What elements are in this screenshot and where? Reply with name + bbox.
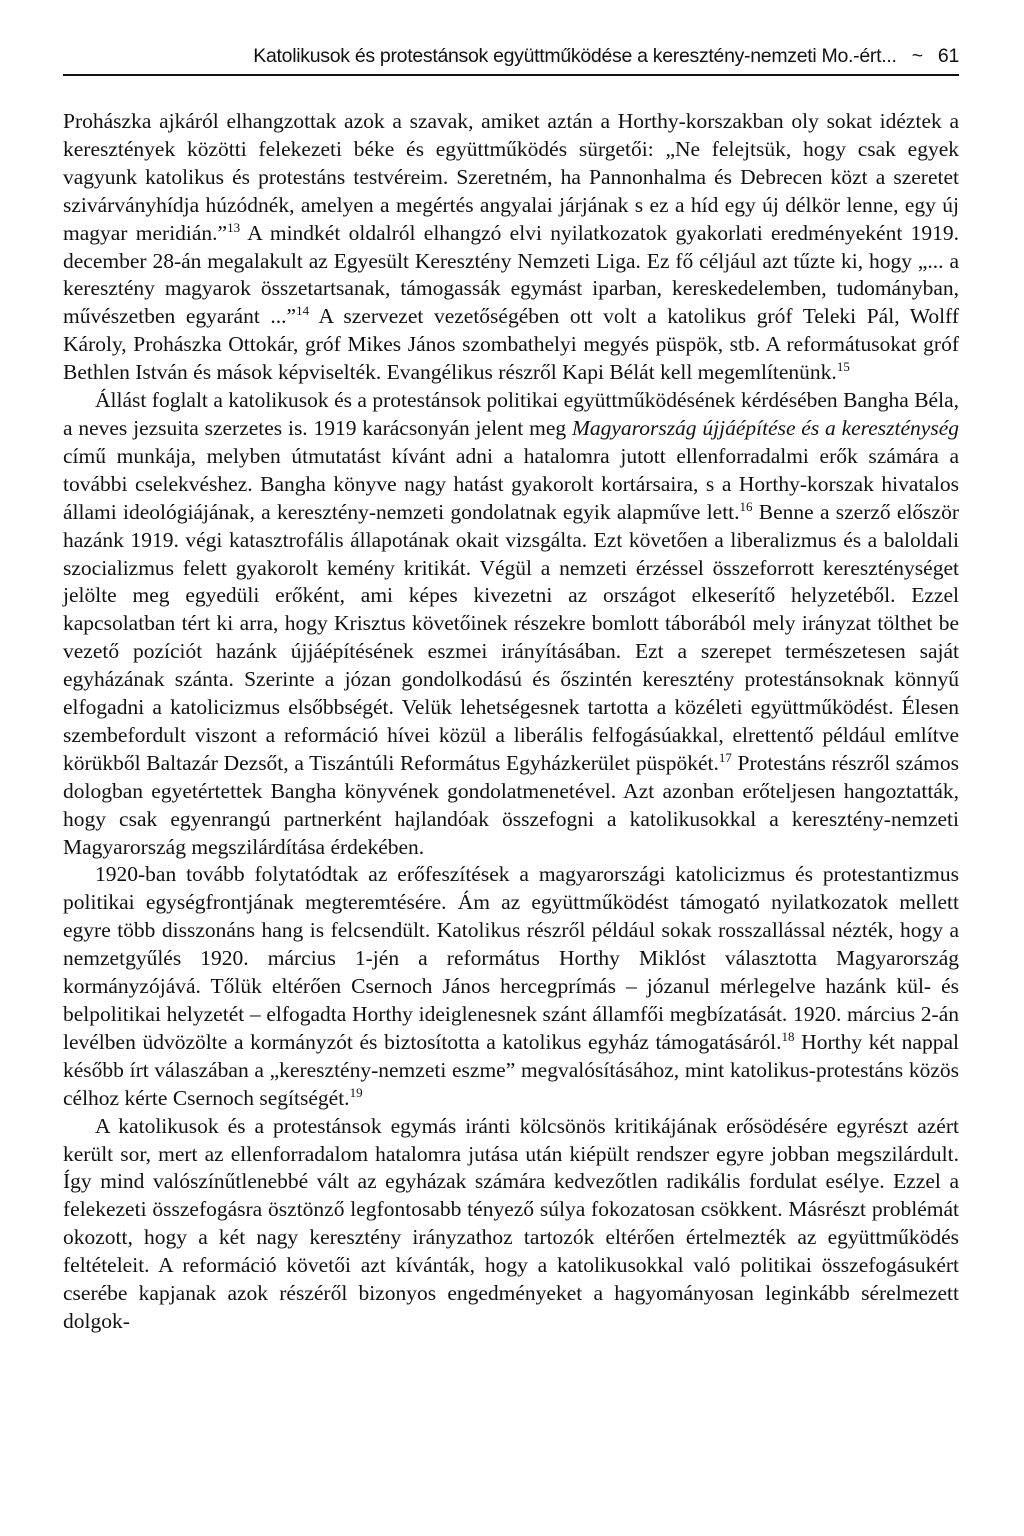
text-run: Protestáns részről számos dologban egyetértettek Bangha könyvének gondolatmenetével. Azt azonban erőteljesen hangoztatták, hogy csak egyenrangú partnerként hajlandóak összefogni a katolikusokkal a keresztény-nemzeti Magyarország megszilárdítása érdekében. [63,750,960,859]
running-title: Katolikusok és protestánsok együttműködése a keresztény-nemzeti Mo.-ért... [253,45,897,67]
paragraph [63,861,959,1112]
book-title: Magyarország újjáépítése és a kereszténység [571,415,959,440]
footnote-marker: 14 [296,303,310,319]
footnote-marker: 19 [349,1084,363,1100]
paragraph [63,387,959,861]
text-run: Horthy két nappal később írt válaszában a „keresztény-nemzeti eszme” megvalósításához, mint katolikus-protestáns közös célhoz kérte Csernoch segítségét. [63,1029,959,1110]
footnote-marker: 15 [836,359,850,374]
text-run: Benne a szerző először hazánk 1919. végi katasztrofális állapotának okait vizsgálta. Ezt követően a liberalizmus és a baloldali szocializmus felett gyakorolt kemény kritikát. Végül a nemzeti érzéssel összeforrott kereszténységet jelölte meg egyedüli erőként, ami képes kivezetni az országot elkeserítő helyzetéből. Ezzel kapcsolatban tért ki arra, hogy Krisztus követőinek részekre bomlott táborából mely irányzat tölthet be vezető pozíciót hazánk újjáépítésének eszmei irányításában. Ezt a szerepet természetesen saját egyházának szánta. Szerinte a józan gondolkodású és őszintén keresztény protestánsoknak könnyű elfogadni a katolicizmus elsőbbségét. Velük lehetségesnek tartotta a közéleti együttműködést. Élesen szembefordult viszont a reformáció hívei közül a liberális felfogásúakkal, elrettentő például említve körükből Baltazár Dezsőt, a Tiszántúli Református Egyházkerület püspökét. [63,499,959,775]
footnote-marker: 18 [781,1028,795,1044]
text-run: A mindkét oldalról elhangzó elvi nyilatkozatok gyakorlati eredményeként 1919. december 28-án megalakult az Egyesült Keresztény Nemzeti Liga. Ez fő céljául azt tűzte ki, hogy „... a keresztény magyarok összetartsanak, támogassák egymást iparban, kereskedelemben, tudományban, művészetben egyaránt ...” [63,220,959,329]
paragraph [63,1113,959,1336]
body-text [63,108,959,1336]
footnote-marker: 16 [739,498,753,514]
text-run: A szervezet vezetőségében ott volt a katolikus gróf Teleki Pál, Wolff Károly, Prohászka Ottokár, gróf Mikes János szombathelyi megyés püspök, stb. A reformátusokat gróf Bethlen István és mások képviselték. Evangélikus részről Kapi Bélát kell megemlítenünk. [63,304,959,385]
header-separator: ~ [911,45,923,67]
paragraph [63,108,959,387]
text-run: című munkája, melyben útmutatást kívánt adni a hatalomra jutott ellenforradalmi erők számára a további cselekvéshez. Bangha könyve nagy hatást gyakorolt kortársaira, s a Horthy-korszak hivatalos állami ideológiájának, a keresztény-nemzeti gondolatnak egyik alapműve lett. [63,443,959,524]
page-number: 61 [937,45,959,67]
text-run: A katolikusok és a protestánsok egymás iránti kölcsönös kritikájának erősödésére egyrészt azért került sor, mert az ellenforradalom hatalomra jutása után kiépült rendszer egyre jobban megszilárdult. Így mind valószínűtlenebbé vált az egyházak számára kedvezőtlen radikális fordulat esélye. Ezzel a felekezeti összefogásra ösztönző legfontosabb tényező súlya fokozatosan csökkent. Másrészt problémát okozott, hogy a két nagy keresztény irányzathoz tartozók eltérően értelmezték az együttműködés feltételeit. A reformáció követői azt kívánták, hogy a katolikusokkal való politikai összefogásukért cserébe kapjanak azok részéről bizonyos engedményeket a hagyományosan leginkább sérelmezett dolgok- [63,1113,959,1333]
running-header [63,38,959,76]
text-run: Prohászka ajkáról elhangzottak azok a szavak, amiket aztán a Horthy-korszakban oly sokat idéztek a keresztények közötti felekezeti béke és együttműködés sürgetői: „Ne felejtsük, hogy csak egyek vagyunk katolikus és protestáns testvéreim. Szeretném, ha Pannonhalma és Debrecen közt a szeretet szivárványhídja húzódnék, amelyen a megértés angyalai járjának s ez a híd egy új délkör lenne, egy új magyar meridián.” [63,109,959,245]
footnote-marker: 13 [227,219,241,235]
text-run: Állást foglalt a katolikusok és a protestánsok politikai együttműködésének kérdésében Bangha Béla, a neves jezsuita szerzetes is. 1919 karácsonyán jelent meg [63,388,959,440]
text-run: 1920-ban tovább folytatódtak az erőfeszítések a magyarországi katolicizmus és protestantizmus politikai egységfrontjának megteremtésére. Ám az együttműködést támogató nyilatkozatok mellett egyre több disszonáns hang is felcsendült. Katolikus részről például sokak rosszallással nézték, hogy a nemzetgyűlés 1920. március 1-jén a református Horthy Miklóst választotta Magyarország kormányzójává. Tőlük eltérően Csernoch János hercegprímás – józanul mérlegelve hazánk kül- és belpolitikai helyzetét – elfogadta Horthy ideiglenesnek szánt államfői megbízatását. 1920. március 2-án levélben üdvözölte a kormányzót és biztosította a katolikus egyház támogatásáról. [63,862,959,1054]
footnote-marker: 17 [718,749,732,765]
